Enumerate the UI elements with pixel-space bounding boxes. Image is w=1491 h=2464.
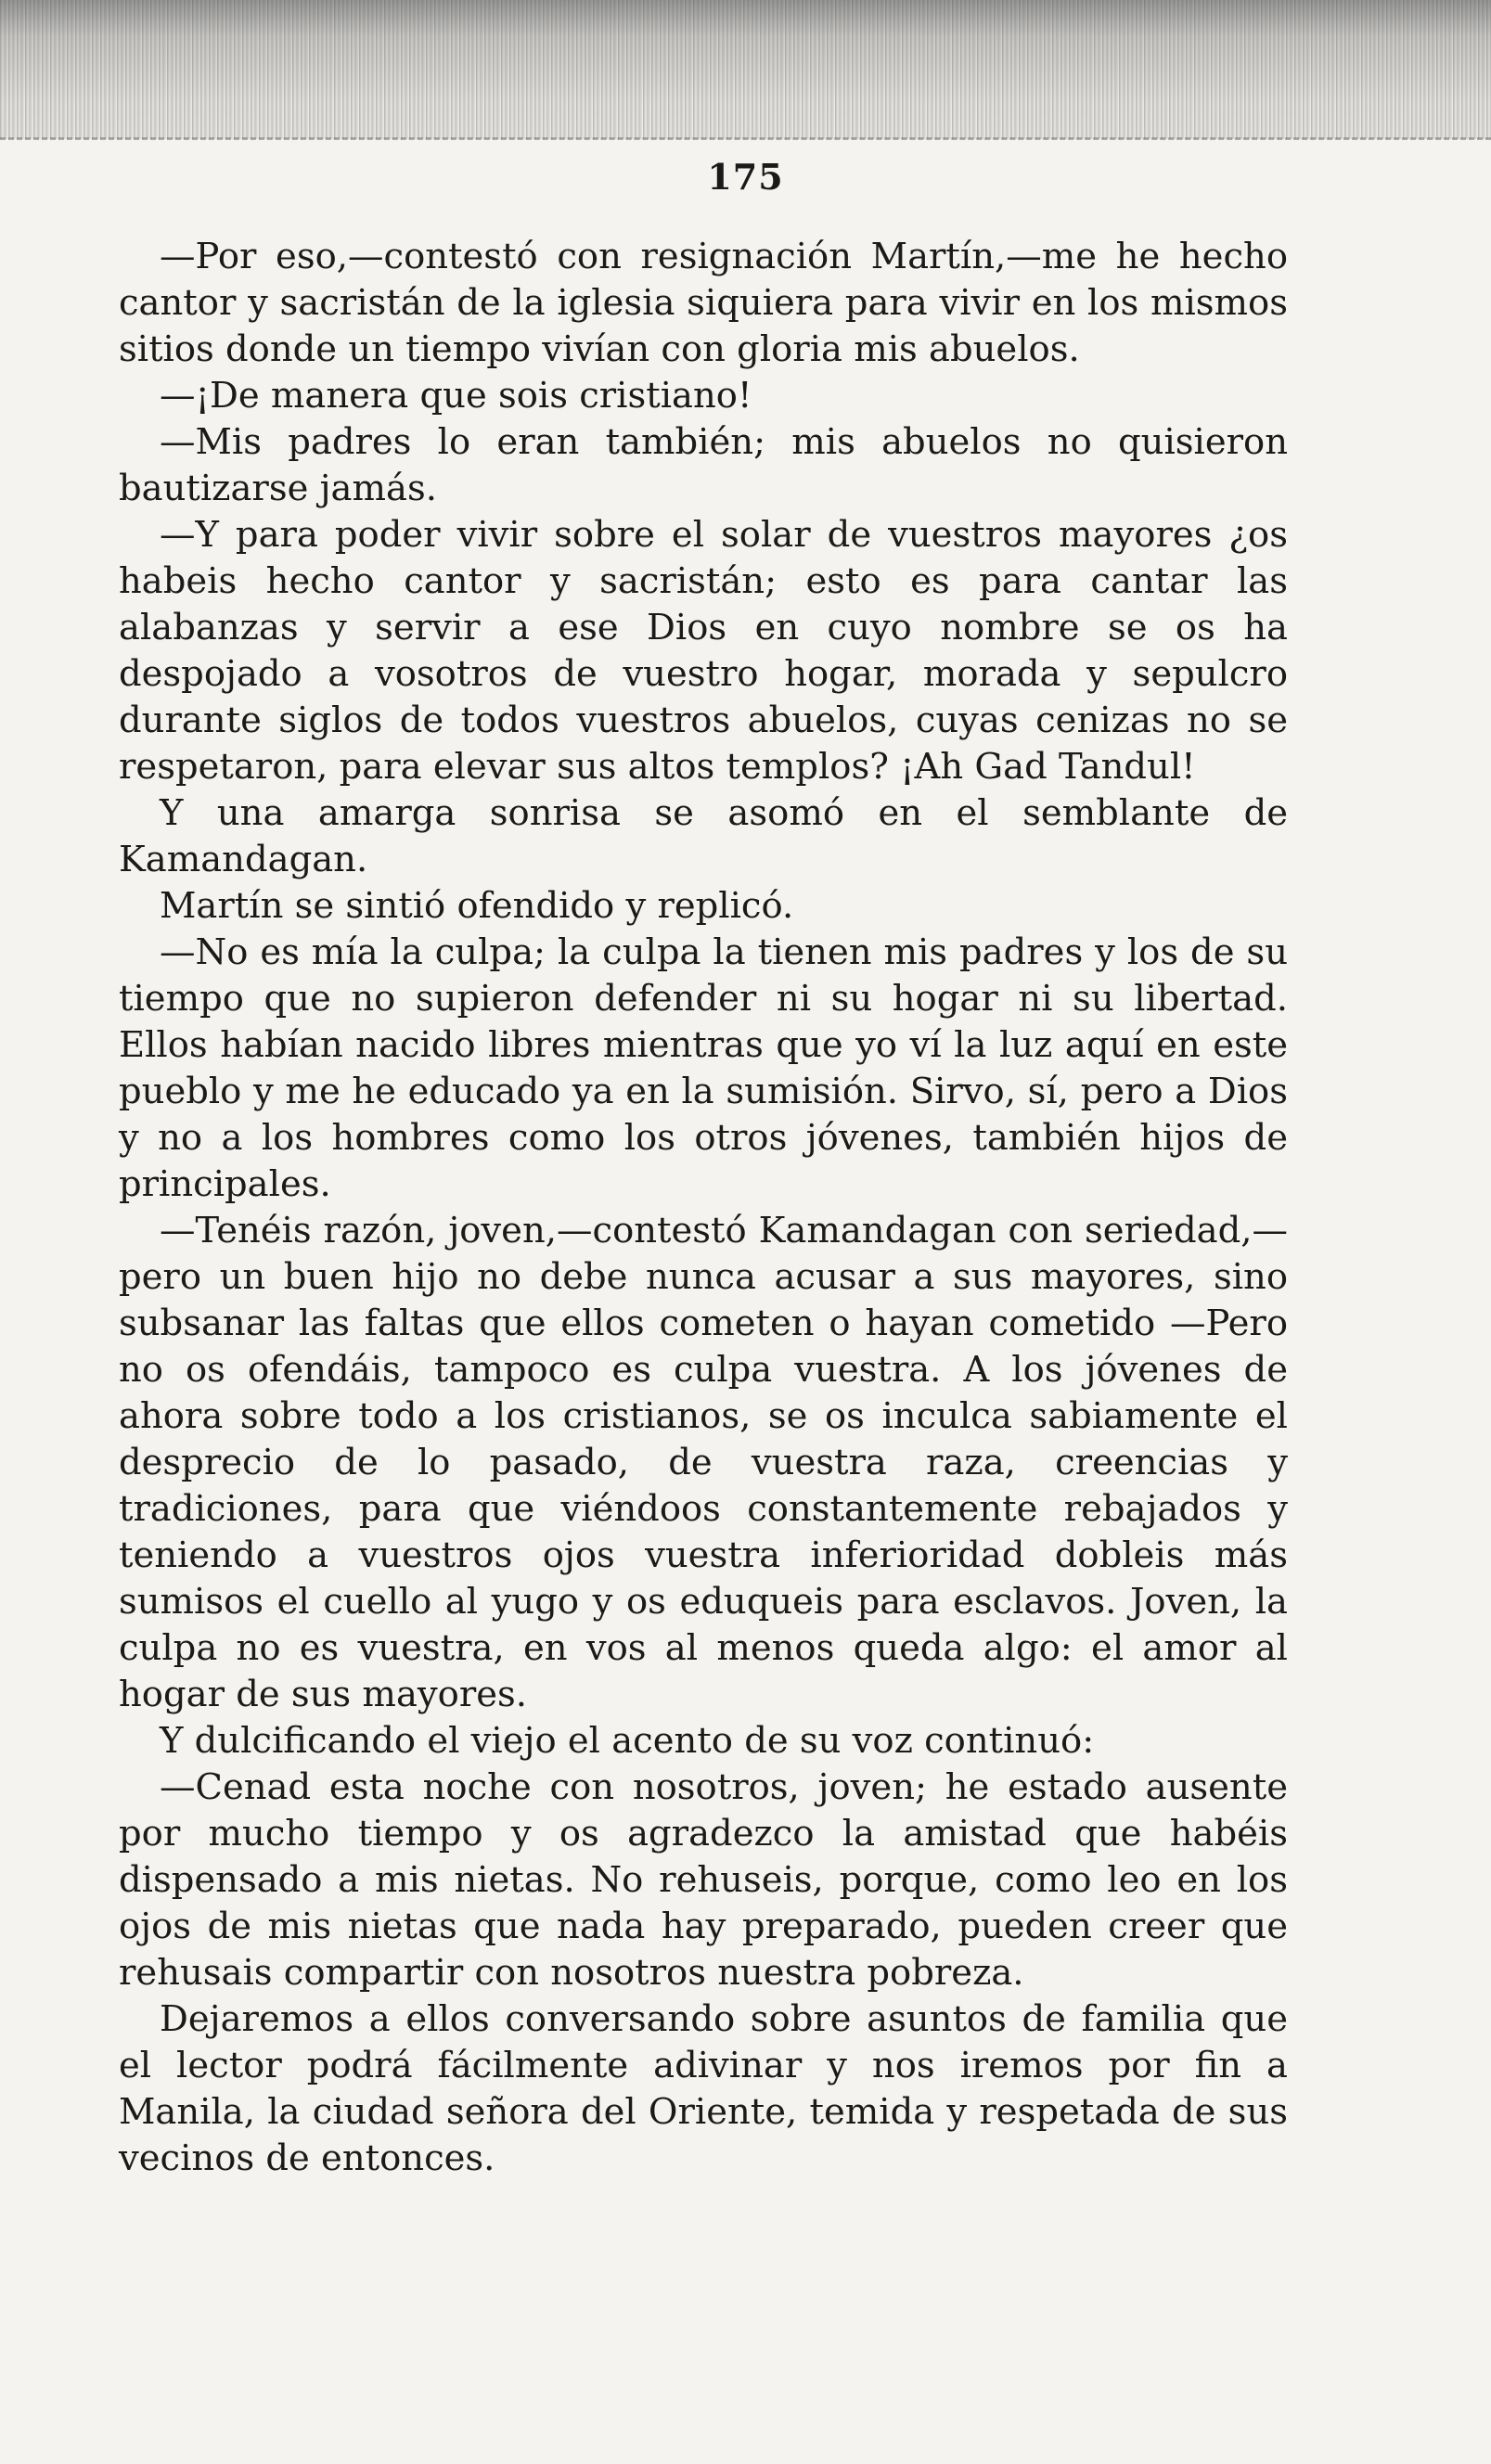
paragraph: Y dulcificando el viejo el acento de su voz continuó: (160, 1720, 1095, 1762)
paragraph: Martín se sintió ofendido y replicó. (160, 885, 794, 927)
paragraph: —No es mía la culpa; la culpa la tienen mis padres y los de su tiempo que no supieron defender ni su hogar ni su libertad. Ellos habían nacido libres mientras que yo ví la luz aquí en este pueblo y me he educado ya en la sumisión. Sirvo, sí, pero a Dios y no a los hombres como los otros jóvenes, también hijos de principales. (119, 931, 1288, 1205)
paragraph: Y una amarga sonrisa se asomó en el semblante de Kamandagan. (119, 792, 1288, 880)
paragraph: —Por eso,—contestó con resignación Martín,—me he hecho cantor y sacristán de la iglesia siquiera para vivir en los mismos sitios donde un tiempo vivían con gloria mis abuelos. (119, 236, 1288, 370)
paragraph: Dejaremos a ellos conversando sobre asuntos de familia que el lector podrá fácilmente adivinar y nos iremos por fin a Manila, la ciudad señora del Oriente, temida y respetada de sus vecinos de entonces. (119, 1998, 1288, 2179)
page-number: 175 (707, 156, 784, 198)
body-text (119, 234, 1288, 2182)
paragraph: —Tenéis razón, joven,—contestó Kamandagan con seriedad,—pero un buen hijo no debe nunca acusar a sus mayores, sino subsanar las faltas que ellos cometen o hayan cometido —Pero no os ofendáis, tampoco es culpa vuestra. A los jóvenes de ahora sobre todo a los cristianos, se os inculca sabiamente el desprecio de lo pasado, de vuestra raza, creencias y tradiciones, para que viéndoos constantemente rebajados y teniendo a vuestros ojos vuestra inferioridad dobleis más sumisos el cuello al yugo y os eduqueis para esclavos. Joven, la culpa no es vuestra, en vos al menos queda algo: el amor al hogar de sus mayores. (119, 1210, 1288, 1715)
scan-edge-noise (0, 0, 1491, 139)
paragraph: —¡De manera que sois cristiano! (160, 375, 752, 417)
paragraph: —Mis padres lo eran también; mis abuelos no quisieron bautizarse jamás. (119, 421, 1288, 509)
scan-header-rule (0, 137, 1491, 140)
paragraph: —Cenad esta noche con nosotros, joven; he estado ausente por mucho tiempo y os agradezco la amistad que habéis dispensado a mis nietas. No rehuseis, porque, como leo en los ojos de mis nietas que nada hay preparado, pueden creer que rehusais compartir con nosotros nuestra pobreza. (119, 1766, 1288, 1994)
paragraph: —Y para poder vivir sobre el solar de vuestros mayores ¿os habeis hecho cantor y sacristán; esto es para cantar las alabanzas y servir a ese Dios en cuyo nombre se os ha despojado a vosotros de vuestro hogar, morada y sepulcro durante siglos de todos vuestros abuelos, cuyas cenizas no se respetaron, para elevar sus altos templos? ¡Ah Gad Tandul! (119, 514, 1288, 788)
